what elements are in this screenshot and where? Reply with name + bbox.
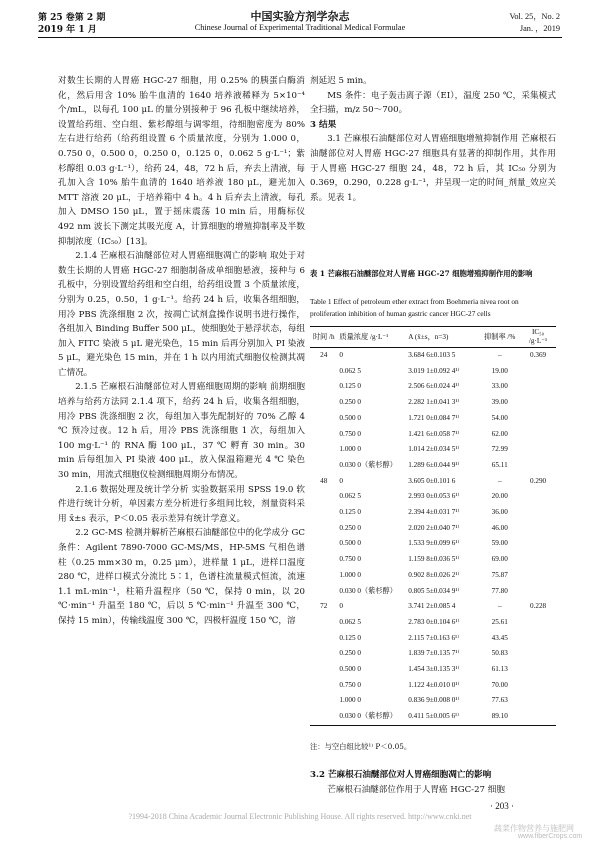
cell-inhibition: 70.00 [491, 680, 508, 689]
cell-time [310, 442, 337, 458]
table-row [310, 411, 556, 427]
date-cn: 2019 年 1 月 [38, 25, 97, 35]
cell-ic50 [520, 411, 556, 427]
cell-concentration: 0.500 0 [339, 413, 361, 422]
cell-inhibition: – [497, 476, 502, 485]
cell-time [310, 395, 337, 411]
cell-time [310, 615, 337, 631]
table-row [310, 379, 556, 395]
cell-inhibition: 89.10 [479, 709, 520, 725]
cell-time [310, 427, 337, 443]
table-row [310, 584, 556, 600]
cell-ic50 [520, 615, 556, 631]
cell-concentration: 0 [339, 602, 344, 611]
cell-concentration: 0.062 5 [339, 617, 361, 626]
cell-inhibition: 25.61 [491, 617, 508, 626]
cell-concentration: 0.250 0 [339, 398, 361, 407]
cell-absorbance: 1.721 0±0.084 7¹⁾ [408, 413, 460, 422]
cell-inhibition: 36.00 [491, 508, 508, 517]
cell-inhibition: 62.00 [491, 429, 508, 438]
cell-inhibition: 77.63 [491, 696, 508, 705]
table-row [310, 678, 556, 694]
table-row [310, 348, 556, 364]
table-row [310, 599, 556, 615]
cell-absorbance: 1.839 7±0.135 7¹⁾ [408, 649, 460, 658]
cell-absorbance: 1.454 3±0.135 3¹⁾ [408, 665, 460, 674]
cell-time [310, 646, 337, 662]
header-rule [38, 37, 562, 38]
page-number: · 203 · [490, 801, 514, 811]
table-row [310, 646, 556, 662]
cell-absorbance: 1.289 6±0.044 9¹⁾ [408, 460, 460, 469]
cell-inhibition: 65.11 [491, 460, 508, 469]
table-row [310, 662, 556, 678]
cell-absorbance: 1.014 2±0.034 5¹⁾ [408, 445, 460, 454]
cell-ic50 [520, 521, 556, 537]
cell-concentration: 1.000 0 [339, 570, 361, 579]
cell-inhibition: 59.00 [491, 539, 508, 548]
cell-absorbance: 1.159 8±0.036 5¹⁾ [408, 555, 460, 564]
paragraph: 2.1.5 芒麻根石油醚部位对人胃癌细胞周期的影响 前期细胞培养与给药方法同 2.1.4 项下，给药 24 h 后，收集各组细胞，用冷 PBS 洗涤细胞 2 次，每组加入事先配制好的 70% 乙醇 4 ℃ 预冷过夜。12 h 后，用冷 PBS 洗涤细胞 1 次，每组加入 100 mg·L⁻¹ 的 RNA 酶 100 μL，37 ℃ 孵育 30 min。30 min 后每组加入 PI 染液 400 μL，放入保温箱避光 4 ℃ 染色 30 min，用流式细胞仪检测细胞周期分布情况。 [58, 382, 305, 481]
cell-ic50 [520, 584, 556, 600]
cell-ic50 [520, 662, 556, 678]
cell-inhibition: 54.00 [491, 413, 508, 422]
copyright-footer: ?1994-2018 China Academic Journal Electronic Publishing House. All rights reserved. http://www.cnki.net [128, 812, 472, 821]
cell-time [310, 662, 337, 678]
cell-inhibition: – [497, 602, 502, 611]
cell-absorbance: 3.019 1±0.092 4¹⁾ [408, 366, 460, 375]
section-heading: 3.2 芒麻根石油醚部位对人胃癌细胞凋亡的影响 [310, 770, 492, 780]
cell-time [310, 568, 337, 584]
cell-absorbance: 3.605 0±0.101 6 [408, 476, 456, 485]
paragraph: 对数生长期的人胃癌 HGC-27 细胞，用 0.25% 的胰蛋白酶消化，然后用含 10% 胎牛血清的 1640 培养液稀释为 5×10⁻⁴ 个/mL，以每孔 100 μL 的量分别接种于 96 孔板中继续培养，设置给药组、空白组、紫杉醇组与调零组，待细胞密度为 80% 左右进行给药（给药组设置 6 个质量浓度，分别为 1.000 0，0.750 0，0.500 0，0.250 0，0.125 0，0.062 5 g·L⁻¹；紫杉醇组 0.03 g·L⁻¹），给药 24，48，72 h 后，弃去上清液，每孔加入含 10% 胎牛血清的 1640 培养液 180 μL，避光加入 MTT 溶液 20 μL，于培养箱中 4 h。4 h 后弃去上清液，每孔加入 DMSO 150 μL，置于摇床震荡 10 min 后，用酶标仪 492 nm 波长下测定其吸光度 A，计算细胞的增殖抑制率及半数抑制浓度（IC₅₀）[13]。 [58, 76, 305, 247]
cell-concentration: 0.750 0 [339, 680, 361, 689]
table-row [310, 709, 556, 725]
table-row [310, 521, 556, 537]
cell-absorbance: 0.411 5±0.005 6¹⁾ [406, 709, 479, 725]
cell-absorbance: 2.506 6±0.024 4¹⁾ [408, 382, 460, 391]
table-row [310, 552, 556, 568]
cell-ic50 [520, 505, 556, 521]
cell-time [310, 489, 337, 505]
paragraph: 剂延迟 5 min。 [310, 76, 372, 86]
cell-time [310, 552, 337, 568]
cell-absorbance: 2.993 0±0.053 6¹⁾ [408, 492, 460, 501]
cell-absorbance: 1.421 6±0.058 7¹⁾ [408, 429, 460, 438]
cell-concentration: 0.030 0（紫杉醇） [339, 586, 397, 595]
cell-absorbance: 0.805 5±0.034 9¹⁾ [408, 586, 460, 595]
cell-concentration: 0.062 5 [339, 492, 361, 501]
cell-absorbance: 1.122 4±0.010 0¹⁾ [408, 680, 460, 689]
cell-concentration: 0.750 0 [339, 429, 361, 438]
table-row [310, 364, 556, 380]
cell-inhibition: 75.87 [491, 570, 508, 579]
cell-concentration: 1.000 0 [339, 445, 361, 454]
cell-concentration: 0.062 5 [339, 366, 361, 375]
paragraph: 2.2 GC-MS 检测并解析芒麻根石油醚部位中的化学成分 GC 条件：Agilent 7890-7000 GC-MS/MS，HP-5MS 气相色谱柱（0.25 mm×30 m，0.25 μm），进样量 1 μL，进样口温度 280 ℃，进样口模式分流比 5∶1，色谱柱流量模式恒流，流速 1.1 mL·min⁻¹，柱箱升温程序（50 ℃，保持 0 min，以 20 ℃·min⁻¹ 升温至 180 ℃，后以 5 ℃·min⁻¹ 升温至 300 ℃，保持 15 min），传输线温度 300 ℃，四极杆温度 150 ℃，溶 [58, 528, 305, 626]
table-row [310, 458, 556, 474]
journal-title-en: Chinese Journal of Experimental Traditional Medical Formulae [194, 23, 406, 32]
volume-issue-cn: 第 25 卷第 2 期 [38, 13, 106, 23]
table-row [310, 427, 556, 443]
cell-ic50 [520, 552, 556, 568]
page-header [0, 0, 600, 44]
cell-time [310, 379, 337, 395]
cell-concentration: 0.250 0 [339, 649, 361, 658]
cell-absorbance: 2.783 0±0.104 6¹⁾ [408, 617, 460, 626]
cell-concentration: 0.500 0 [339, 665, 361, 674]
header-inhibition: 抑制率 /% [479, 327, 520, 348]
section-text: 芒麻根石油醚部位作用于人胃癌 HGC-27 细胞 [327, 785, 505, 795]
paragraph: 2.1.6 数据处理及统计学分析 实验数据采用 SPSS 19.0 软件进行统计分析，单因素方差分析进行多组间比较，剂量资料采用 x̄±s 表示，P＜0.05 表示差异有统计学意义。 [58, 484, 305, 524]
cell-ic50 [520, 536, 556, 552]
table-caption-cn: 表 1 芒麻根石油醚部位对人胃癌 HGC-27 细胞增殖抑制作用的影响 [310, 269, 533, 278]
header-time: 时间 /h [310, 327, 337, 348]
cell-concentration: 1.000 0 [339, 696, 361, 705]
data-table [310, 326, 556, 726]
cell-concentration: 0 [339, 351, 344, 359]
paragraph: 3.1 芒麻根石油醚部位对人胃癌细胞增殖抑制作用 芒麻根石油醚部位对人胃癌 HGC-27 细胞具有显著的抑制作用，其作用于人胃癌 HGC-27 细胞 24，48，72 h 后，其 IC₅₀ 分别为 0.369，0.290，0.228 g·L⁻¹，并呈现一定的时间_剂量_效应关系。见表 1。 [310, 134, 556, 203]
table-row [310, 693, 556, 709]
cell-ic50 [520, 693, 556, 709]
cell-absorbance: 0.836 9±0.008 0¹⁾ [408, 696, 460, 705]
cell-time [310, 709, 337, 725]
cell-absorbance: 2.115 7±0.163 6¹⁾ [408, 633, 459, 642]
cell-inhibition: 43.45 [491, 633, 508, 642]
cell-concentration: 0.250 0 [339, 523, 361, 532]
table-row [310, 489, 556, 505]
cell-concentration: 0.030 0（紫杉醇） [339, 460, 397, 469]
cell-absorbance: 0.902 8±0.026 2¹⁾ [408, 570, 460, 579]
section-3-2 [310, 768, 556, 798]
cell-time [310, 505, 337, 521]
watermark-en: www.fiberCrops.com [518, 833, 583, 840]
paragraph: 3 结果 [310, 119, 337, 130]
cell-ic50 [520, 489, 556, 505]
table-row [310, 505, 556, 521]
table-row [310, 395, 556, 411]
cell-inhibition: 77.80 [491, 586, 508, 595]
cell-concentration: 0 [339, 476, 344, 485]
cell-time: 24 [320, 351, 328, 359]
table-note: 注：与空白组比较¹⁾ P＜0.05。 [310, 742, 412, 751]
cell-ic50 [520, 678, 556, 694]
cell-inhibition: 39.00 [491, 398, 508, 407]
volume-issue-en: Vol. 25，No. 2 [509, 12, 560, 21]
cell-absorbance: 1.533 9±0.099 6¹⁾ [408, 539, 460, 548]
journal-title-cn: 中国实验方剂学杂志 [250, 10, 350, 23]
cell-time [310, 411, 337, 427]
cell-ic50 [520, 364, 556, 380]
right-column [310, 74, 556, 268]
cell-concentration: 0.125 0 [339, 508, 361, 517]
cell-inhibition: 61.13 [491, 665, 508, 674]
cell-absorbance: 3.741 2±0.085 4 [408, 602, 456, 611]
cell-concentration: 0.030 0（紫杉醇） [337, 709, 406, 725]
cell-ic50 [520, 631, 556, 647]
cell-ic50 [520, 709, 556, 725]
paragraph: 2.1.4 芒麻根石油醚部位对人胃癌细胞凋亡的影响 取处于对数生长期的人胃癌 HGC-27 细胞制备成单细胞悬液，接种与 6 孔板中，分别设置给药组和空白组，给药组设置 3 个质量浓度，分别为 0.25，0.50，1 g·L⁻¹。给药 24 h 后，收集各组细胞，用冷 PBS 洗涤细胞 2 次，按凋亡试剂盒操作说明书进行操作，各组加入 Binding Buffer 500 μL，使细胞处于悬浮状态，每组加入 FITC 染液 5 μL 避光染色，15 min 后再分别加入 PI 染液 5 μL，避光染色 15 min，并在 1 h 以内用流式细胞仪检测其凋亡情况。 [58, 251, 305, 378]
cell-inhibition: 33.00 [491, 382, 508, 391]
cell-time [310, 458, 337, 474]
cell-absorbance: 2.394 4±0.031 7¹⁾ [408, 508, 460, 517]
cell-inhibition: 72.99 [491, 445, 508, 454]
cell-concentration: 0.750 0 [339, 555, 361, 564]
cell-absorbance: 2.020 2±0.040 7¹⁾ [408, 523, 460, 532]
cell-time [310, 693, 337, 709]
cell-inhibition: 19.00 [491, 366, 508, 375]
table-row [310, 615, 556, 631]
cell-ic50 [520, 442, 556, 458]
cell-absorbance: 2.282 1±0.041 3¹⁾ [408, 398, 460, 407]
cell-time: 48 [320, 476, 328, 485]
table-row [310, 568, 556, 584]
cell-ic50 [520, 379, 556, 395]
cell-time [310, 631, 337, 647]
cell-ic50: 0.369 [529, 351, 547, 359]
cell-ic50: 0.290 [529, 476, 547, 485]
cell-ic50: 0.228 [529, 602, 547, 611]
header-ic50: IC₅₀ /g·L⁻¹ [520, 327, 556, 348]
table-row [310, 631, 556, 647]
cell-time [310, 536, 337, 552]
cell-time [310, 678, 337, 694]
cell-inhibition: 20.00 [491, 492, 508, 501]
date-en: Jan. ，2019 [519, 24, 560, 33]
cell-inhibition: – [497, 351, 502, 359]
cell-absorbance: 3.684 6±0.103 5 [408, 351, 456, 359]
table-caption-en: Table 1 Effect of petroleum ether extract from Boehmeria nivea root on proliferation inhibition of human gastric cancer HGC-27 cells [310, 297, 519, 318]
cell-ic50 [520, 395, 556, 411]
cell-inhibition: 69.00 [491, 555, 508, 564]
cell-time: 72 [320, 602, 328, 611]
cell-time [310, 584, 337, 600]
table-row [310, 474, 556, 490]
header-concentration: 质量浓度 /g·L⁻¹ [337, 327, 406, 348]
left-column [58, 74, 305, 774]
cell-ic50 [520, 646, 556, 662]
header-absorbance: A (x̄±s，n=3) [406, 327, 479, 348]
cell-ic50 [520, 427, 556, 443]
cell-ic50 [520, 568, 556, 584]
table-row [310, 536, 556, 552]
cell-time [310, 521, 337, 537]
cell-concentration: 0.500 0 [339, 539, 361, 548]
cell-ic50 [520, 458, 556, 474]
cell-concentration: 0.125 0 [339, 382, 361, 391]
paragraph: MS 条件：电子轰击离子源（EI），温度 250 ℃，采集模式全扫描，m/z 50～700。 [310, 90, 556, 116]
cell-inhibition: 50.83 [491, 649, 508, 658]
table-row [310, 442, 556, 458]
watermark-cn: 蔬菜作物营养与施肥网 [494, 824, 574, 833]
cell-concentration: 0.125 0 [339, 633, 361, 642]
cell-inhibition: 46.00 [491, 523, 508, 532]
cell-time [310, 364, 337, 380]
